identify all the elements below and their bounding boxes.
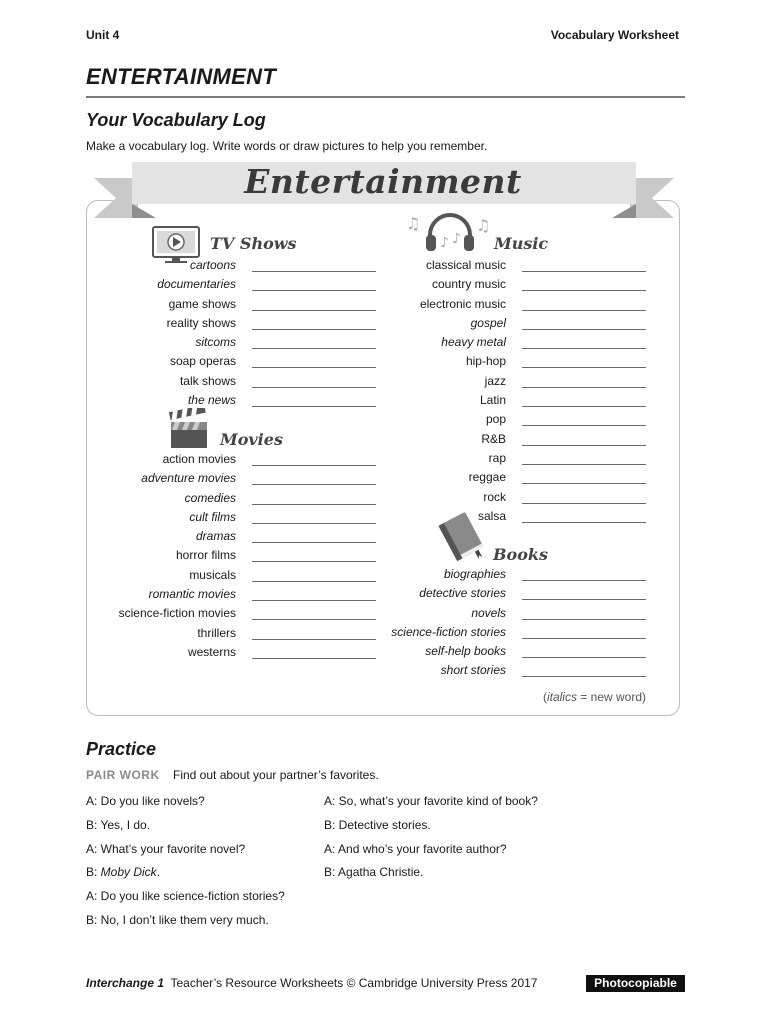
vocab-word: the news xyxy=(187,393,236,408)
speaker-prefix: B: xyxy=(86,865,101,880)
speaker-prefix: A: xyxy=(324,794,339,808)
vocab-word: pop xyxy=(485,412,506,427)
vocab-word: reality shows xyxy=(166,315,236,330)
speaker-prefix: A: xyxy=(86,794,101,808)
vocab-row xyxy=(370,412,646,431)
dialog-text: And who’s your favorite author? xyxy=(338,841,507,856)
vocab-word: horror films xyxy=(175,548,236,563)
vocab-row xyxy=(100,393,376,412)
vocab-word: salsa xyxy=(477,508,506,523)
vocab-word: action movies xyxy=(162,452,236,466)
vocab-row xyxy=(100,529,376,548)
vocab-row xyxy=(370,586,646,605)
legend-rest: = new word) xyxy=(576,690,646,704)
vocab-row xyxy=(100,491,376,510)
speaker-prefix: B: xyxy=(324,865,339,880)
vocab-row xyxy=(370,663,646,682)
vocab-word: documentaries xyxy=(157,277,236,292)
vocab-row xyxy=(370,393,646,412)
write-in-line[interactable] xyxy=(252,367,376,368)
word-list-music xyxy=(370,258,646,528)
dialog-line xyxy=(86,818,150,833)
section-subtitle: Your Vocabulary Log xyxy=(86,110,266,130)
write-in-line[interactable] xyxy=(252,561,376,562)
legend-italics: italics xyxy=(546,690,577,704)
vocab-word: detective stories xyxy=(419,586,506,601)
vocab-word: rap xyxy=(488,450,506,465)
vocab-row xyxy=(370,451,646,470)
write-in-line[interactable] xyxy=(252,406,376,407)
dialog-text: Do you like science-fiction stories? xyxy=(100,889,285,904)
vocab-row xyxy=(100,335,376,354)
dialog-text: Yes, I do. xyxy=(100,817,151,832)
write-in-line[interactable] xyxy=(252,542,376,543)
vocab-row xyxy=(370,258,646,277)
instruction-text: Make a vocabulary log. Write words or draw pictures to help you remember. xyxy=(86,139,488,153)
vocab-row xyxy=(100,568,376,587)
write-in-line[interactable] xyxy=(252,465,376,466)
write-in-line[interactable] xyxy=(522,348,646,349)
banner-title: Entertainment xyxy=(244,162,522,201)
dialog-text: What’s your favorite novel? xyxy=(100,841,246,856)
svg-text:♪: ♪ xyxy=(440,235,449,251)
dialog-line xyxy=(324,818,431,833)
page-title: ENTERTAINMENT xyxy=(86,64,277,89)
speaker-prefix: B: xyxy=(324,817,339,832)
vocab-word: romantic movies xyxy=(148,587,236,602)
vocab-row xyxy=(100,510,376,529)
vocab-word: science-fiction movies xyxy=(118,606,236,621)
vocab-word: hip-hop xyxy=(465,354,506,369)
vocab-row xyxy=(370,567,646,586)
dialog-text: So, what’s your favorite kind of book? xyxy=(338,794,538,808)
dialog-line xyxy=(86,889,285,904)
write-in-line[interactable] xyxy=(522,483,646,484)
vocab-word: adventure movies xyxy=(141,471,236,486)
footer-copyright: Teacher’s Resource Worksheets © Cambridge University Press 2017 xyxy=(164,976,538,990)
write-in-line[interactable] xyxy=(522,329,646,330)
vocab-row xyxy=(100,374,376,393)
vocab-row xyxy=(370,470,646,489)
write-in-line[interactable] xyxy=(522,406,646,407)
vocab-word: game shows xyxy=(168,296,236,311)
dialog-text: Agatha Christie. xyxy=(338,865,424,880)
vocab-row xyxy=(100,471,376,490)
footer xyxy=(86,976,537,990)
write-in-line[interactable] xyxy=(522,310,646,311)
vocab-word: gospel xyxy=(470,315,506,330)
write-in-line[interactable] xyxy=(252,348,376,349)
vocab-word: biographies xyxy=(443,567,506,581)
vocab-word: talk shows xyxy=(179,373,236,388)
write-in-line[interactable] xyxy=(522,676,646,677)
write-in-line[interactable] xyxy=(252,523,376,524)
write-in-line[interactable] xyxy=(522,464,646,465)
vocab-word: R&B xyxy=(481,431,506,446)
vocab-row xyxy=(370,432,646,451)
vocab-word: sitcoms xyxy=(195,335,236,350)
dialog-line xyxy=(324,842,507,857)
vocab-row xyxy=(370,316,646,335)
vocab-row xyxy=(100,548,376,567)
write-in-line[interactable] xyxy=(252,290,376,291)
dialog-line xyxy=(86,842,245,857)
write-in-line[interactable] xyxy=(522,599,646,600)
vocab-row xyxy=(370,277,646,296)
vocab-row xyxy=(100,316,376,335)
vocab-word: comedies xyxy=(184,490,236,505)
speaker-prefix: A: xyxy=(324,841,339,856)
vocab-word: electronic music xyxy=(419,296,506,311)
vocab-row xyxy=(100,258,376,277)
vocab-row xyxy=(100,277,376,296)
pair-work-label: PAIR WORK xyxy=(86,768,160,782)
svg-text:♫: ♫ xyxy=(476,216,491,235)
footer-brand: Interchange 1 xyxy=(86,976,165,990)
word-list-tv xyxy=(100,258,376,412)
write-in-line[interactable] xyxy=(522,271,646,272)
write-in-line[interactable] xyxy=(252,329,376,330)
vocab-row xyxy=(370,606,646,625)
vocab-word: novels xyxy=(471,605,506,620)
write-in-line[interactable] xyxy=(522,657,646,658)
write-in-line[interactable] xyxy=(252,484,376,485)
dialog-text: Moby Dick xyxy=(100,865,157,880)
legend-open: ( xyxy=(542,690,547,704)
dialog-line xyxy=(86,913,269,928)
write-in-line[interactable] xyxy=(252,619,376,620)
word-list-movies xyxy=(100,452,376,664)
speaker-prefix: A: xyxy=(86,841,101,856)
write-in-line[interactable] xyxy=(522,387,646,388)
write-in-line[interactable] xyxy=(252,658,376,659)
pair-work-text: Find out about your partner’s favorites. xyxy=(173,768,379,782)
vocab-row xyxy=(370,374,646,393)
dialog-text: Detective stories. xyxy=(338,817,431,832)
title-divider xyxy=(86,96,685,98)
category-title-books: Books xyxy=(493,545,548,564)
vocab-row xyxy=(100,452,376,471)
write-in-line[interactable] xyxy=(522,580,646,581)
vocab-row xyxy=(100,354,376,373)
vocab-row xyxy=(370,644,646,663)
vocab-row xyxy=(370,354,646,373)
vocab-row xyxy=(370,625,646,644)
write-in-line[interactable] xyxy=(252,387,376,388)
vocab-row xyxy=(100,606,376,625)
vocab-row xyxy=(100,645,376,664)
svg-text:♪: ♪ xyxy=(452,231,461,247)
speaker-prefix: B: xyxy=(86,913,101,927)
speaker-prefix: A: xyxy=(86,889,101,904)
vocab-word: jazz xyxy=(484,373,506,388)
vocab-word: country music xyxy=(431,277,506,292)
vocab-row xyxy=(370,509,646,528)
headphones-icon xyxy=(404,211,496,260)
write-in-line[interactable] xyxy=(522,619,646,620)
vocab-word: classical music xyxy=(425,258,506,272)
write-in-line[interactable] xyxy=(252,504,376,505)
vocab-word: soap operas xyxy=(169,354,236,369)
write-in-line[interactable] xyxy=(252,581,376,582)
dialog-text: Do you like novels? xyxy=(100,794,205,808)
photocopiable-badge: Photocopiable xyxy=(586,975,685,992)
dialog-text: No, I don’t like them very much. xyxy=(100,913,269,927)
write-in-line[interactable] xyxy=(522,290,646,291)
write-in-line[interactable] xyxy=(252,600,376,601)
vocab-word: science-fiction stories xyxy=(391,624,506,639)
vocab-word: reggae xyxy=(468,470,506,485)
vocab-row xyxy=(370,490,646,509)
vocab-word: short stories xyxy=(440,663,506,678)
write-in-line[interactable] xyxy=(252,310,376,311)
vocab-row xyxy=(100,626,376,645)
vocab-word: musicals xyxy=(189,567,236,582)
vocab-word: self-help books xyxy=(425,644,506,659)
dialog-line xyxy=(86,865,160,880)
vocab-word: westerns xyxy=(187,644,236,659)
unit-label: Unit 4 xyxy=(86,28,120,42)
vocab-word: cartoons xyxy=(189,258,236,272)
category-title-music: Music xyxy=(494,234,549,253)
vocab-word: dramas xyxy=(195,529,236,544)
vocab-row xyxy=(100,587,376,606)
worksheet-type: Vocabulary Worksheet xyxy=(550,28,679,42)
write-in-line[interactable] xyxy=(522,367,646,368)
dialog-suffix: . xyxy=(156,865,161,880)
write-in-line[interactable] xyxy=(252,639,376,640)
clapperboard-icon xyxy=(167,408,211,455)
legend-note xyxy=(543,690,646,704)
write-in-line[interactable] xyxy=(522,503,646,504)
vocab-row xyxy=(370,297,646,316)
dialog-line xyxy=(324,865,423,880)
write-in-line[interactable] xyxy=(522,425,646,426)
category-title-movies: Movies xyxy=(220,430,283,449)
dialog-line xyxy=(324,794,538,809)
vocab-row xyxy=(100,297,376,316)
write-in-line[interactable] xyxy=(522,522,646,523)
vocab-word: rock xyxy=(483,489,506,504)
category-title-tv: TV Shows xyxy=(210,234,297,253)
speaker-prefix: B: xyxy=(86,817,101,832)
vocab-word: heavy metal xyxy=(441,335,506,350)
vocab-row xyxy=(370,335,646,354)
word-list-books xyxy=(370,567,646,683)
write-in-line[interactable] xyxy=(522,638,646,639)
vocab-word: cult films xyxy=(189,509,236,524)
vocab-word: thrillers xyxy=(197,625,236,640)
write-in-line[interactable] xyxy=(522,445,646,446)
dialog-line xyxy=(86,794,205,809)
vocab-word: Latin xyxy=(479,393,506,408)
write-in-line[interactable] xyxy=(252,271,376,272)
practice-title: Practice xyxy=(86,739,157,759)
svg-text:♫: ♫ xyxy=(406,214,421,233)
